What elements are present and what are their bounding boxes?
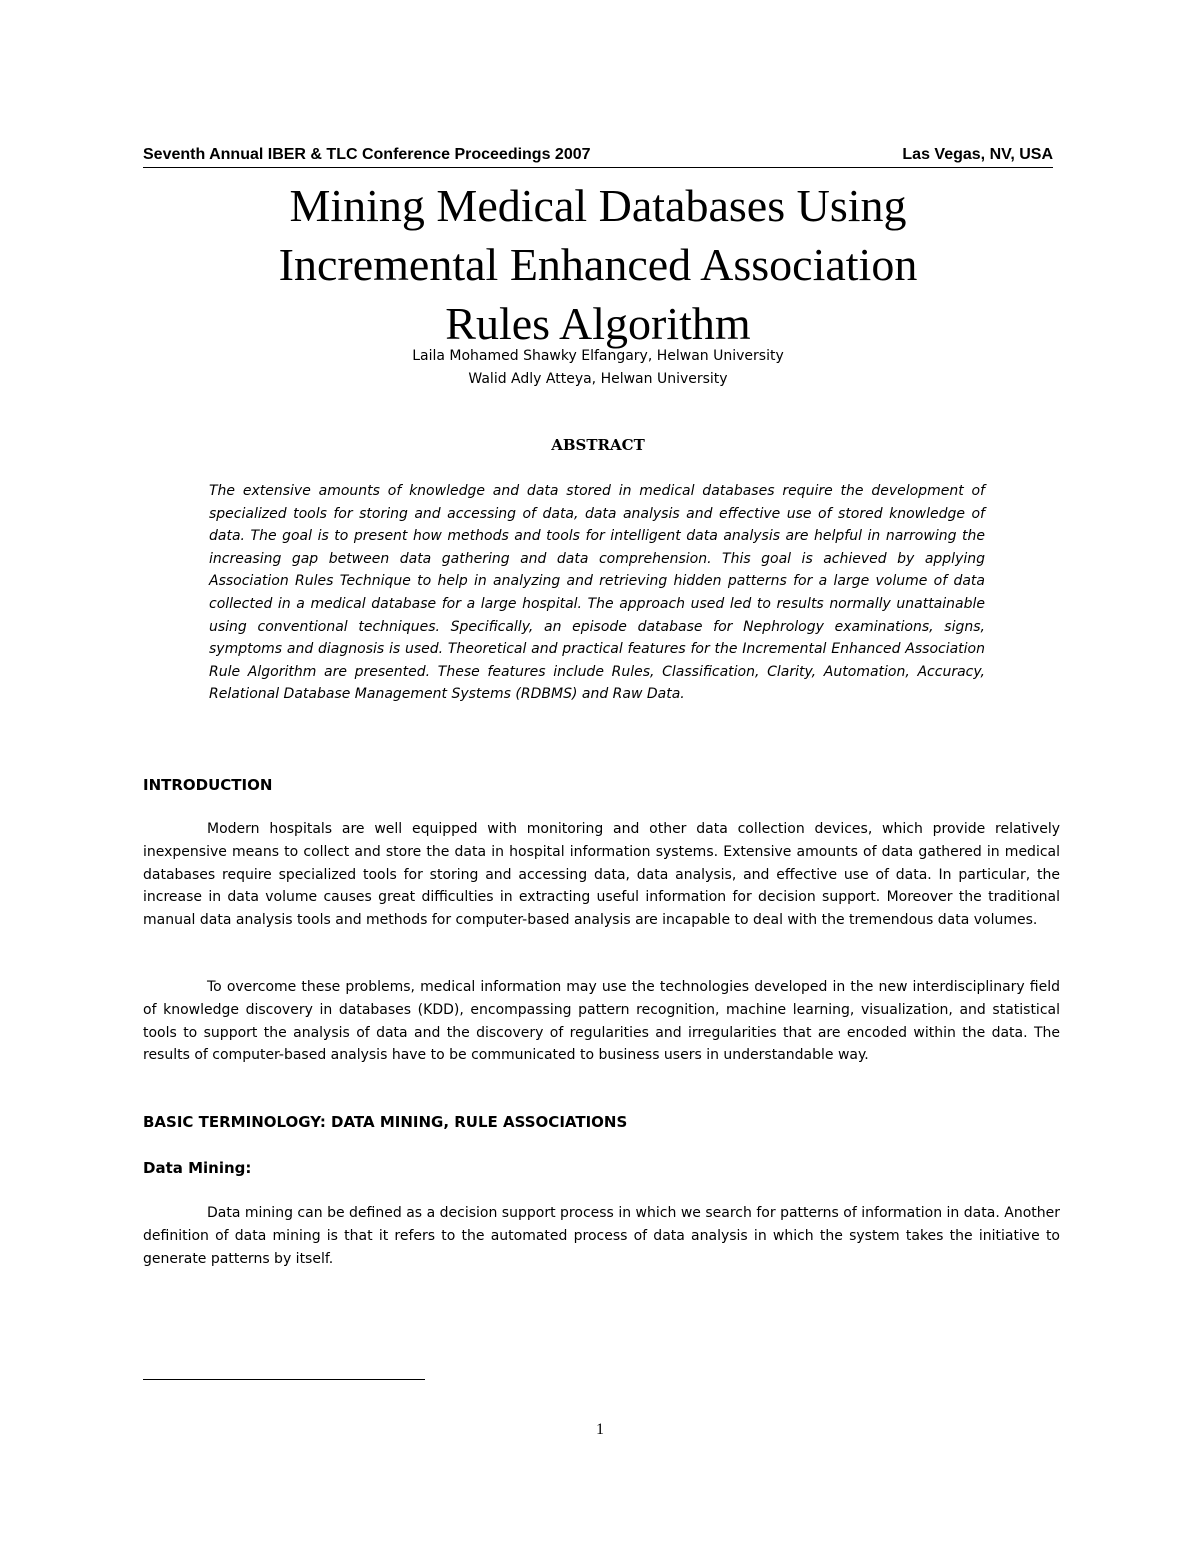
page-number: 1 bbox=[596, 1421, 604, 1438]
author-block bbox=[143, 345, 1053, 391]
conference-location: Las Vegas, NV, USA bbox=[902, 146, 1053, 163]
data-mining-subheading: Data Mining: bbox=[143, 1159, 252, 1177]
data-mining-paragraph: Data mining can be defined as a decision support process in which we search for patterns of information in data. Another definition of data mining is that it refers to the automated process of data analysis in which the system takes the initiative to generate patterns by itself. bbox=[143, 1205, 1060, 1267]
paper-title bbox=[143, 176, 1053, 353]
footnote-divider bbox=[143, 1379, 425, 1380]
introduction-heading: INTRODUCTION bbox=[143, 776, 273, 794]
basic-terminology-heading: BASIC TERMINOLOGY: DATA MINING, RULE ASSOCIATIONS bbox=[143, 1113, 628, 1131]
author-2: Walid Adly Atteya, Helwan University bbox=[468, 371, 728, 387]
title-line-2: Incremental Enhanced Association bbox=[278, 239, 918, 290]
abstract-heading: ABSTRACT bbox=[551, 436, 645, 454]
introduction-paragraph-1: Modern hospitals are well equipped with monitoring and other data collection devices, which provide relatively inexpensive means to collect and store the data in hospital information systems. Extensive amounts of data gathered in medical databases require specialized tools for storing and accessing data, data analysis, and effective use of data. In particular, the increase in data volume causes great difficulties in extracting useful information for decision support. Moreover the traditional manual data analysis tools and methods for computer-based analysis are incapable to deal with the tremendous data volumes. bbox=[143, 821, 1060, 929]
title-line-3: Rules Algorithm bbox=[445, 298, 751, 349]
conference-name: Seventh Annual IBER & TLC Conference Proceedings 2007 bbox=[143, 146, 591, 163]
running-header bbox=[143, 145, 1053, 168]
title-line-1: Mining Medical Databases Using bbox=[289, 180, 907, 231]
author-1: Laila Mohamed Shawky Elfangary, Helwan University bbox=[412, 348, 784, 364]
introduction-paragraph-2: To overcome these problems, medical information may use the technologies developed in the new interdisciplinary field of knowledge discovery in databases (KDD), encompassing pattern recognition, machine learning, visualization, and statistical tools to support the analysis of data and the discovery of regularities and irregularities that are encoded within the data. The results of computer-based analysis have to be communicated to business users in understandable way. bbox=[143, 979, 1060, 1064]
abstract-text: The extensive amounts of knowledge and data stored in medical databases require the development of specialized tools for storing and accessing of data, data analysis and effective use of stored knowledge of data. The goal is to present how methods and tools for intelligent data analysis are helpful in narrowing the increasing gap between data gathering and data comprehension. This goal is achieved by applying Association Rules Technique to help in analyzing and retrieving hidden patterns for a large volume of data collected in a medical database for a large hospital. The approach used led to results normally unattainable using conventional techniques. Specifically, an episode database for Nephrology examinations, signs, symptoms and diagnosis is used. Theoretical and practical features for the Incremental Enhanced Association Rule Algorithm are presented. These features include Rules, Classification, Clarity, Automation, Accuracy, Relational Database Management Systems (RDBMS) and Raw Data. bbox=[209, 483, 985, 703]
